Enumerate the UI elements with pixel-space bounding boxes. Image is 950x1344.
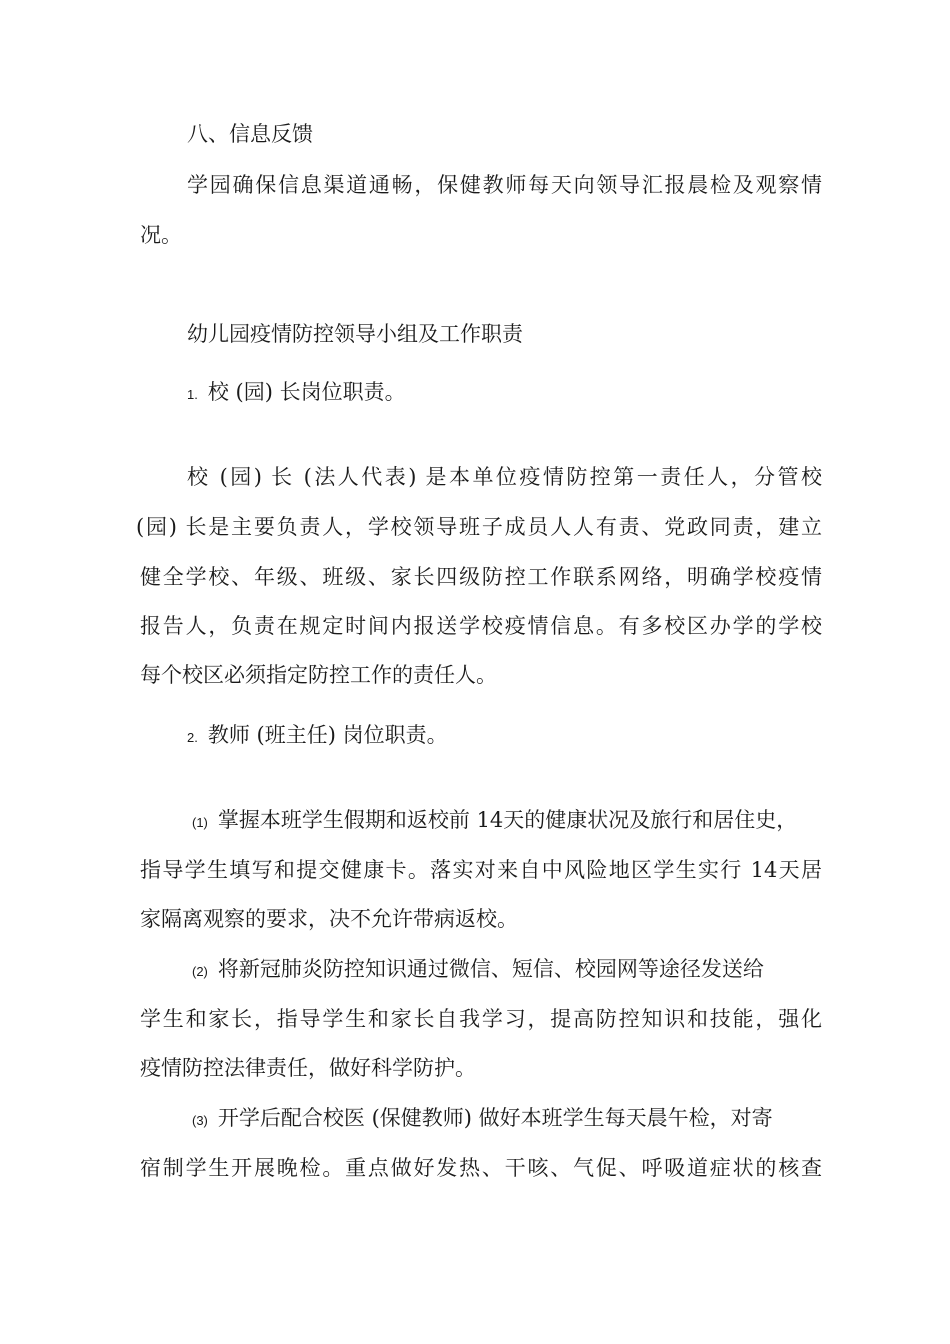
- subitem-line: [192, 955, 824, 986]
- item-heading-text: 校 (园) 长岗位职责。: [207, 380, 406, 404]
- item-heading-text: 教师 (班主任) 岗位职责。: [207, 723, 448, 747]
- subitem-number: (3): [192, 1113, 208, 1128]
- paragraph-line: 校 (园) 长 (法人代表) 是本单位疫情防控第一责任人，分管校: [187, 465, 822, 489]
- paragraph-line: 健全学校、年级、班级、家长四级防控工作联系网络，明确学校疫情: [140, 565, 822, 589]
- subitem-text: 开学后配合校医 (保健教师) 做好本班学生每天晨午检，对寄: [217, 1106, 773, 1130]
- subitem-line: [192, 806, 824, 837]
- subitem-number: (1): [192, 815, 208, 830]
- item-number: 2.: [187, 730, 198, 745]
- paragraph-line: (园) 长是主要负责人，学校领导班子成员人人有责、党政同责，建立: [136, 515, 822, 539]
- document-title: 幼儿园疫情防控领导小组及工作职责: [187, 322, 523, 346]
- item-number: 1.: [187, 387, 198, 402]
- paragraph-line: 报告人，负责在规定时间内报送学校疫情信息。有多校区办学的学校: [140, 614, 822, 638]
- paragraph-line: 学园确保信息渠道通畅，保健教师每天向领导汇报晨检及观察情: [187, 173, 822, 197]
- subitem-text: 掌握本班学生假期和返校前 14天的健康状况及旅行和居住史，: [217, 808, 798, 832]
- paragraph-line: 疫情防控法律责任，做好科学防护。: [140, 1056, 476, 1080]
- item-heading: [187, 378, 406, 409]
- paragraph-line: 家隔离观察的要求，决不允许带病返校。: [140, 907, 518, 931]
- item-heading: [187, 721, 448, 752]
- subitem-text: 将新冠肺炎防控知识通过微信、短信、校园网等途径发送给: [217, 957, 764, 981]
- paragraph-line: 况。: [140, 223, 182, 247]
- paragraph-line: 指导学生填写和提交健康卡。落实对来自中风险地区学生实行 14天居: [140, 858, 822, 882]
- section-heading: 八、信息反馈: [187, 122, 313, 146]
- subitem-number: (2): [192, 964, 208, 979]
- paragraph-line: 每个校区必须指定防控工作的责任人。: [140, 663, 497, 687]
- paragraph-line: 宿制学生开展晚检。重点做好发热、干咳、气促、呼吸道症状的核查: [140, 1156, 822, 1180]
- subitem-line: [192, 1104, 824, 1135]
- paragraph-line: 学生和家长，指导学生和家长自我学习，提高防控知识和技能，强化: [140, 1007, 822, 1031]
